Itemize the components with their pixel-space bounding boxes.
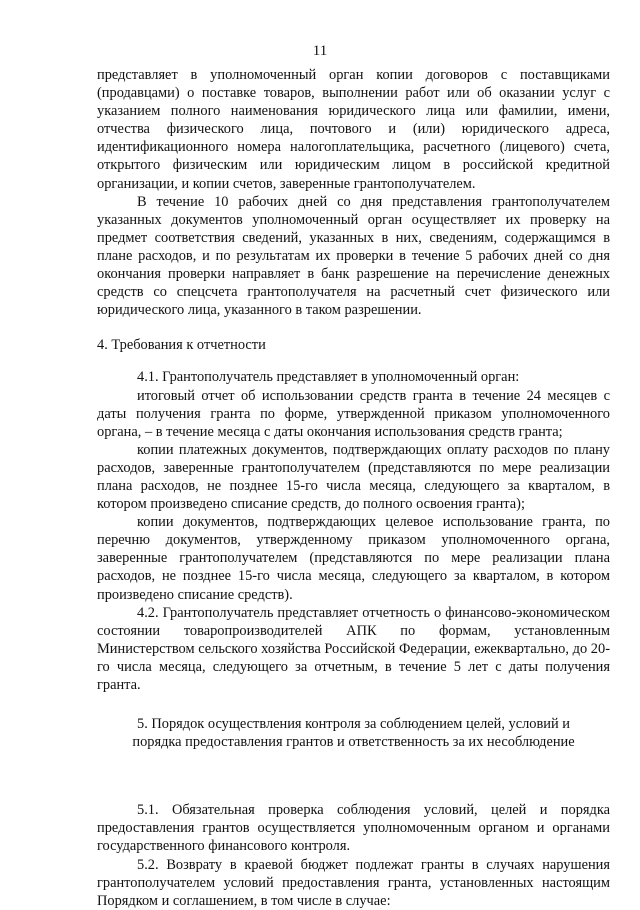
paragraph-5-2: 5.2. Возврату в краевой бюджет подлежат гранты в случаях нарушения грантополучателем условий предоставления гранта, установленных настоящим Порядком и соглашением, в том числе в случае:: [97, 856, 610, 909]
section-heading-4: 4. Требования к отчетности: [97, 337, 266, 354]
paragraph-verification-period: В течение 10 рабочих дней со дня представления грантополучателем указанных документов уполномоченный орган осуществляет их проверку на предмет соответствия сведений, указанных в них, сведениям, содержащимся в плане расходов, и по результатам их проверки в течение 5 рабочих дней со дня окончания проверки направляет в банк разрешение на перечисление денежных средств со спецсчета грантополучателя на расчетный счет физического или юридического лица, указанного в таком разрешении.: [97, 193, 610, 319]
paragraph-continuation: представляет в уполномоченный орган копии договоров с поставщиками (продавцами) о поставке товаров, выполнении работ или об оказании услуг с указанием полного наименования юридического лица или фамилии, имени, отчества физического лица, почтового и (или) юридического адреса, идентификационного номера налогоплательщика, расчетного (лицевого) счета, открытого физическим или юридическим лицом в российской кредитной организации, и копии счетов, заверенные грантополучателем.: [97, 67, 610, 192]
section-heading-5-line-1: 5. Порядок осуществления контроля за соблюдением целей, условий и: [137, 716, 570, 733]
paragraph-4-2: 4.2. Грантополучатель представляет отчетность о финансово-экономическом состоянии товаропроизводителей АПК по формам, установленным Министерством сельского хозяйства Российской Федерации, ежеквартально, до 20-го числа месяца, следующего за отчетным, в течение 5 лет с даты получения гранта.: [97, 604, 610, 693]
page-number: 11: [312, 43, 328, 59]
paragraph-payment-docs: копии платежных документов, подтверждающих оплату расходов по плану расходов, заверенные грантополучателем (представляются по мере реализации плана расходов, не позднее 15-го числа месяца, следующего за кварталом, в котором произведено списание средств, до полного освоения гранта);: [97, 441, 610, 513]
paragraph-4-1: 4.1. Грантополучатель представляет в уполномоченный орган:: [137, 369, 520, 386]
section-heading-5-line-2: порядка предоставления грантов и ответственность за их несоблюдение: [132, 734, 575, 751]
paragraph-target-use-docs: копии документов, подтверждающих целевое использование гранта, по перечню документов, утвержденному приказом уполномоченного органа, заверенные грантополучателем (представляются по мере реализации плана расходов, не позднее 15-го числа месяца, следующего за кварталом, в котором произведено списание средств).: [97, 514, 610, 603]
section-heading-5: [97, 715, 610, 751]
paragraph-final-report: итоговый отчет об использовании средств гранта в течение 24 месяцев с даты получения гранта по форме, утвержденной приказом уполномоченного органа, – в течение месяца с даты окончания использования средств гранта;: [97, 387, 610, 440]
spacer: [97, 751, 610, 801]
paragraph-5-1: 5.1. Обязательная проверка соблюдения условий, целей и порядка предоставления грантов осуществляется уполномоченным органом и органами государственного финансового контроля.: [97, 802, 610, 855]
document-body: [97, 66, 610, 910]
